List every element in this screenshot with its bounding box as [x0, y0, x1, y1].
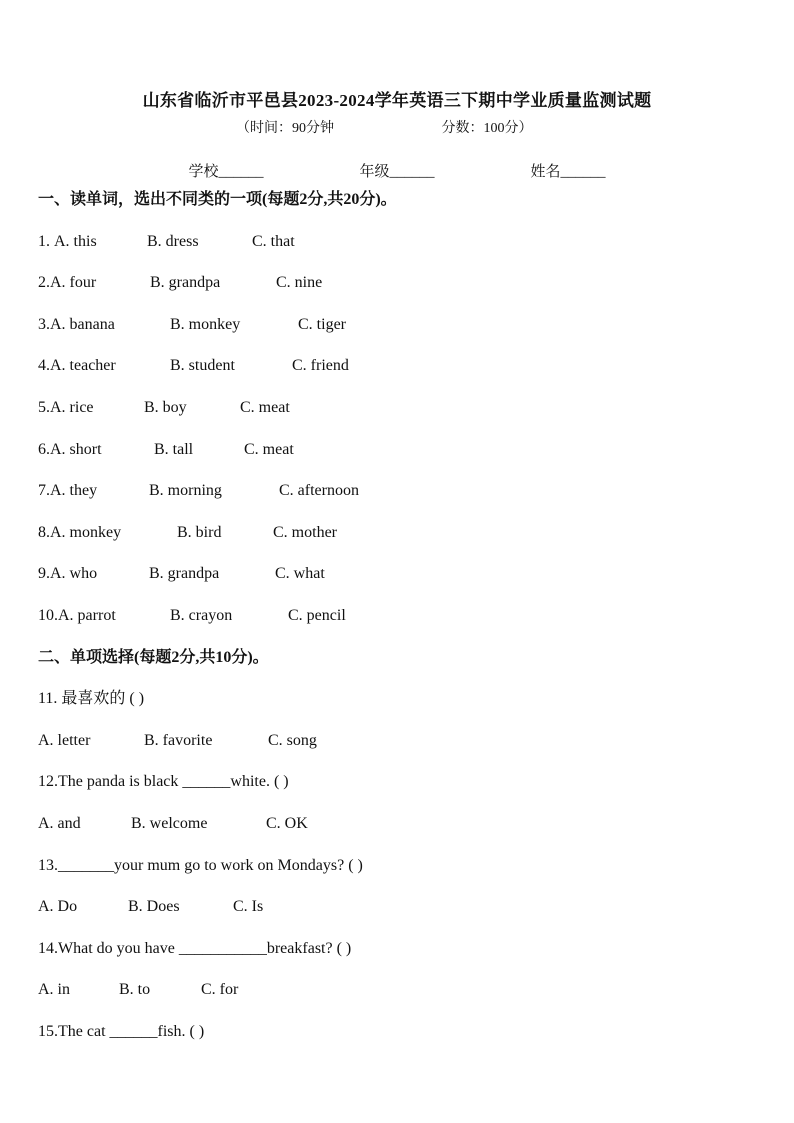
option-c: C. that	[252, 232, 295, 250]
option-b: B. bird	[177, 523, 222, 541]
school-field: 学校______	[188, 164, 264, 180]
option-a: A. in	[38, 981, 70, 999]
question-12-stem: 12.The panda is black ______white. ( )	[38, 773, 289, 791]
option-c: C. Is	[233, 898, 264, 916]
question-number: 4.	[38, 357, 50, 375]
option-a: A. and	[38, 814, 81, 832]
option-b: B. grandpa	[150, 274, 221, 292]
question-4	[38, 352, 758, 394]
option-a: A. teacher	[50, 357, 116, 375]
option-a: A. parrot	[58, 606, 116, 624]
question-15-stem: 15.The cat ______fish. ( )	[38, 1022, 205, 1040]
question-1	[38, 228, 758, 270]
name-field: 姓名______	[530, 164, 606, 180]
option-a: A. this	[54, 232, 97, 250]
option-b: B. favorite	[144, 731, 213, 749]
section-2-heading: 二、单项选择(每题2分,共10分)。	[38, 648, 269, 666]
option-c: C. meat	[244, 440, 294, 458]
option-c: C. song	[268, 731, 317, 749]
question-14-options	[38, 976, 758, 1018]
option-b: B. student	[170, 357, 235, 375]
question-number: 9.	[38, 565, 50, 583]
section-1-heading: 一、读单词，选出不同类的一项(每题2分,共20分)。	[38, 191, 397, 208]
option-c: C. for	[201, 981, 239, 999]
question-6	[38, 436, 758, 478]
option-a: A. they	[50, 482, 98, 500]
question-11-stem: 11. 最喜欢的 ( )	[38, 690, 145, 708]
question-number: 1.	[38, 232, 54, 250]
question-number: 5.	[38, 398, 50, 416]
question-7	[38, 477, 758, 519]
option-a: A. Do	[38, 898, 78, 916]
option-b: B. monkey	[170, 315, 241, 333]
option-b: B. morning	[149, 482, 222, 500]
option-b: B. grandpa	[149, 565, 220, 583]
option-b: B. crayon	[170, 606, 233, 624]
question-number: 7.	[38, 482, 50, 500]
question-number: 6.	[38, 440, 50, 458]
question-13-stem: 13._______your mum go to work on Mondays? ( )	[38, 856, 363, 874]
question-10	[38, 602, 758, 644]
question-list	[38, 186, 758, 1059]
question-9	[38, 560, 758, 602]
option-c: C. afternoon	[279, 482, 359, 500]
option-b: B. dress	[147, 232, 199, 250]
option-c: C. nine	[276, 274, 323, 292]
student-info	[0, 160, 794, 181]
option-c: C. mother	[273, 523, 337, 541]
option-c: C. OK	[266, 814, 308, 832]
question-number: 3.	[38, 315, 50, 333]
option-a: A. monkey	[50, 523, 122, 541]
option-b: B. boy	[144, 398, 187, 416]
option-a: A. rice	[50, 398, 94, 416]
question-12-options	[38, 810, 758, 852]
question-3	[38, 311, 758, 353]
question-14-stem: 14.What do you have ___________breakfast? ( )	[38, 939, 352, 957]
question-number: 8.	[38, 523, 50, 541]
option-c: C. pencil	[288, 606, 346, 624]
score-label: 分数：100分）	[441, 121, 533, 136]
question-13-options	[38, 893, 758, 935]
option-b: B. Does	[128, 898, 180, 916]
option-c: C. meat	[240, 398, 290, 416]
option-b: B. tall	[154, 440, 194, 458]
option-a: A. who	[50, 565, 98, 583]
option-a: A. four	[50, 274, 97, 292]
option-c: C. friend	[292, 357, 349, 375]
question-11-options	[38, 727, 758, 769]
option-a: A. banana	[50, 315, 115, 333]
exam-meta	[236, 117, 533, 137]
option-b: B. welcome	[131, 814, 208, 832]
time-label: （时间：90分钟	[236, 121, 334, 136]
option-a: A. short	[50, 440, 102, 458]
question-8	[38, 519, 758, 561]
page-title: 山东省临沂市平邑县2023-2024学年英语三下期中学业质量监测试题	[142, 91, 652, 110]
option-b: B. to	[119, 981, 151, 999]
option-a: A. letter	[38, 731, 91, 749]
question-number: 2.	[38, 274, 50, 292]
grade-field: 年级______	[359, 164, 435, 180]
option-c: C. what	[275, 565, 325, 583]
question-2	[38, 269, 758, 311]
option-c: C. tiger	[298, 315, 346, 333]
question-number: 10.	[38, 606, 58, 624]
question-5	[38, 394, 758, 436]
